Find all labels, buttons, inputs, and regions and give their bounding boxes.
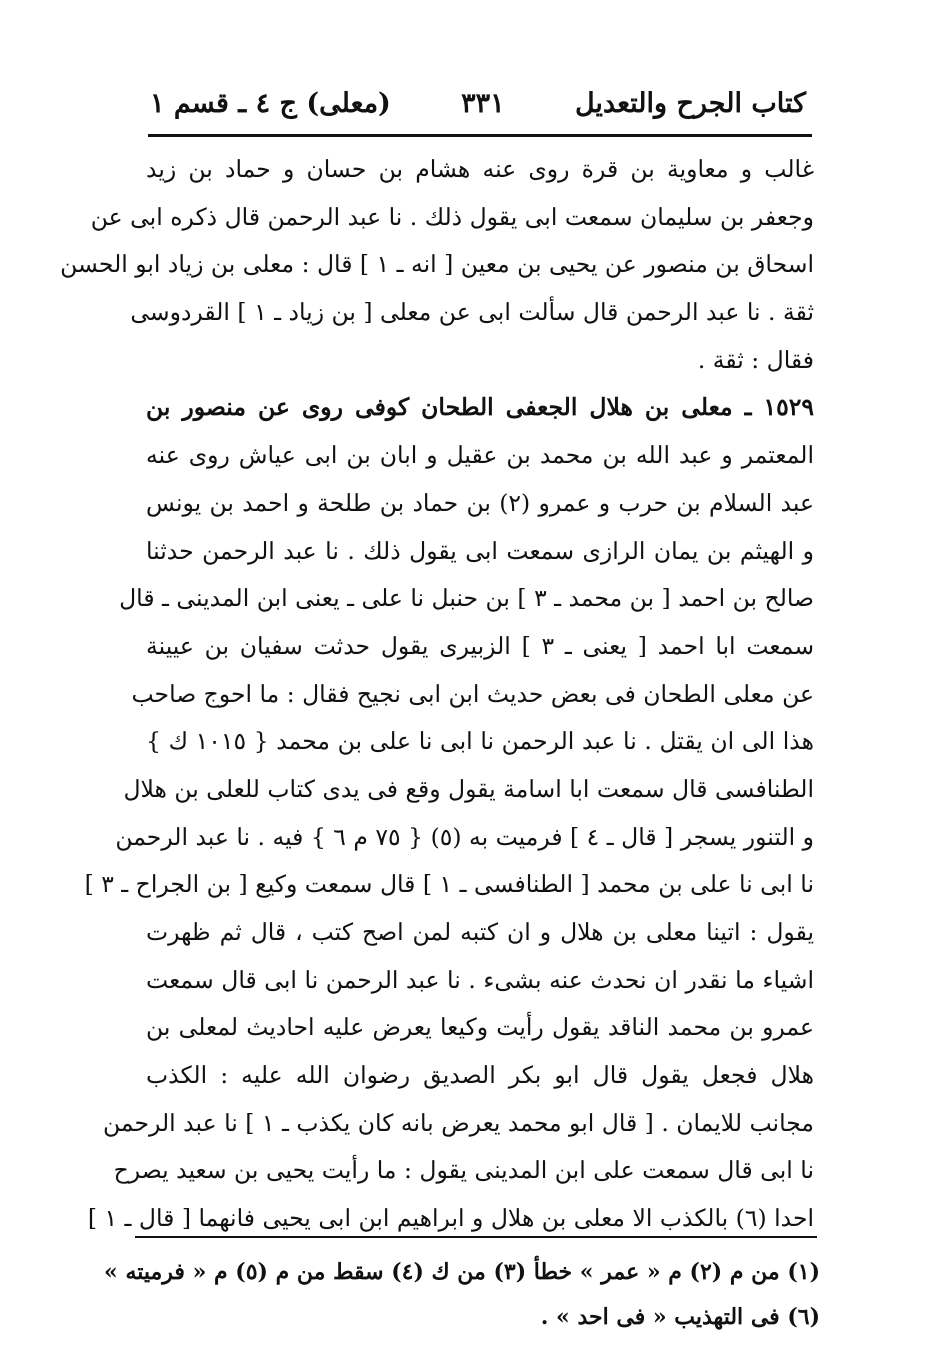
text-line: نا ابى نا على بن محمد [ الطنافسى ـ ١ ] قال سمعت وكيع [ بن الجراح ـ ٣ ]: [84, 870, 814, 899]
text-line: اشياء ما نقدر ان نحدث عنه بشىء . نا عبد الرحمن نا ابى قال سمعت: [146, 965, 814, 994]
text-line: هذا الى ان يقتل . نا عبد الرحمن نا ابى نا على بن محمد { ١٠١٥ ك }: [146, 727, 815, 756]
book-title: كتاب الجرح والتعديل: [574, 87, 806, 119]
text-line: ثقة . نا عبد الرحمن قال سألت ابى عن معلى [ بن زياد ـ ١ ] القردوسى: [130, 298, 814, 327]
page-header: [150, 78, 806, 128]
footnote-line: (١) من م (٢) م « عمر » خطأ (٣) من ك (٤) سقط من م (٥) م « فرميته »: [104, 1259, 820, 1285]
text-line: سمعت ابا احمد [ يعنى ـ ٣ ] الزبيرى يقول حدثت سفيان بن عيينة: [146, 631, 815, 660]
text-line: مجانب للايمان . [ قال ابو محمد يعرض بانه كان يكذب ـ ١ ] نا عبد الرحمن: [103, 1108, 814, 1137]
text-line: هلال فجعل يقول قال ابو بكر الصديق رضوان الله عليه : الكذب: [146, 1061, 814, 1090]
header-rule: [148, 134, 812, 137]
text-line: وجعفر بن سليمان سمعت ابى يقول ذلك . نا عبد الرحمن قال ذكره ابى عن: [90, 202, 814, 231]
footnotes: [104, 1250, 820, 1340]
text-line: عن معلى الطحان فى بعض حديث ابن ابى نجيح فقال : ما احوج صاحب: [131, 679, 814, 708]
text-line: الطنافسى قال سمعت ابا اسامة يقول وقع فى يدى كتاب للعلى بن هلال: [123, 774, 814, 803]
text-line: عمرو بن محمد الناقد يقول رأيت وكيعا يعرض عليه احاديث لمعلى بن: [146, 1013, 814, 1042]
text-line: غالب و معاوية بن قرة روى عنه هشام بن حسان و حماد بن زيد: [146, 155, 814, 183]
entry-heading-line: ١٥٢٩ ـ معلى بن هلال الجعفى الطحان كوفى روى عن منصور بن: [146, 393, 814, 422]
footnote-rule: [135, 1236, 817, 1238]
footnote-line: (٦) فى التهذيب « فى احد » .: [540, 1304, 820, 1330]
text-line: و التنور يسجر [ قال ـ ٤ ] فرميت به (٥) { ٧٥ م ٦ } فيه . نا عبد الرحمن: [115, 822, 814, 851]
main-text: [60, 146, 815, 1243]
section-label: (معلى) ج ٤ ـ قسم ١: [150, 87, 391, 119]
text-line: المعتمر و عبد الله بن محمد بن عقيل و ابان بن ابى عياش روى عنه: [146, 441, 814, 470]
text-line: نا ابى قال سمعت على ابن المدينى يقول : ما رأيت يحيى بن سعيد يصرح: [113, 1156, 814, 1185]
text-line: عبد السلام بن حرب و عمرو (٢) بن حماد بن طلحة و احمد بن يونس: [146, 488, 814, 517]
page-number: ٣٣١: [461, 87, 505, 119]
text-line: احدا (٦) بالكذب الا معلى بن هلال و ابراهيم ابن ابى يحيى فانهما [ قال ـ ١ ]: [87, 1204, 814, 1233]
text-line: و الهيثم بن يمان الرازى سمعت ابى يقول ذلك . نا عبد الرحمن حدثنا: [146, 536, 814, 565]
text-line: صالح بن احمد [ بن محمد ـ ٣ ] بن حنبل نا على ـ يعنى ابن المدينى ـ قال: [119, 584, 814, 613]
text-line: فقال : ثقة .: [697, 345, 814, 374]
text-line: اسحاق بن منصور عن يحيى بن معين [ انه ـ ١ ] قال : معلى بن زياد ابو الحسن: [60, 250, 814, 279]
text-line: يقول : اتينا معلى بن هلال و ان كتبه لمن اصح كتب ، قال ثم ظهرت: [146, 918, 814, 946]
